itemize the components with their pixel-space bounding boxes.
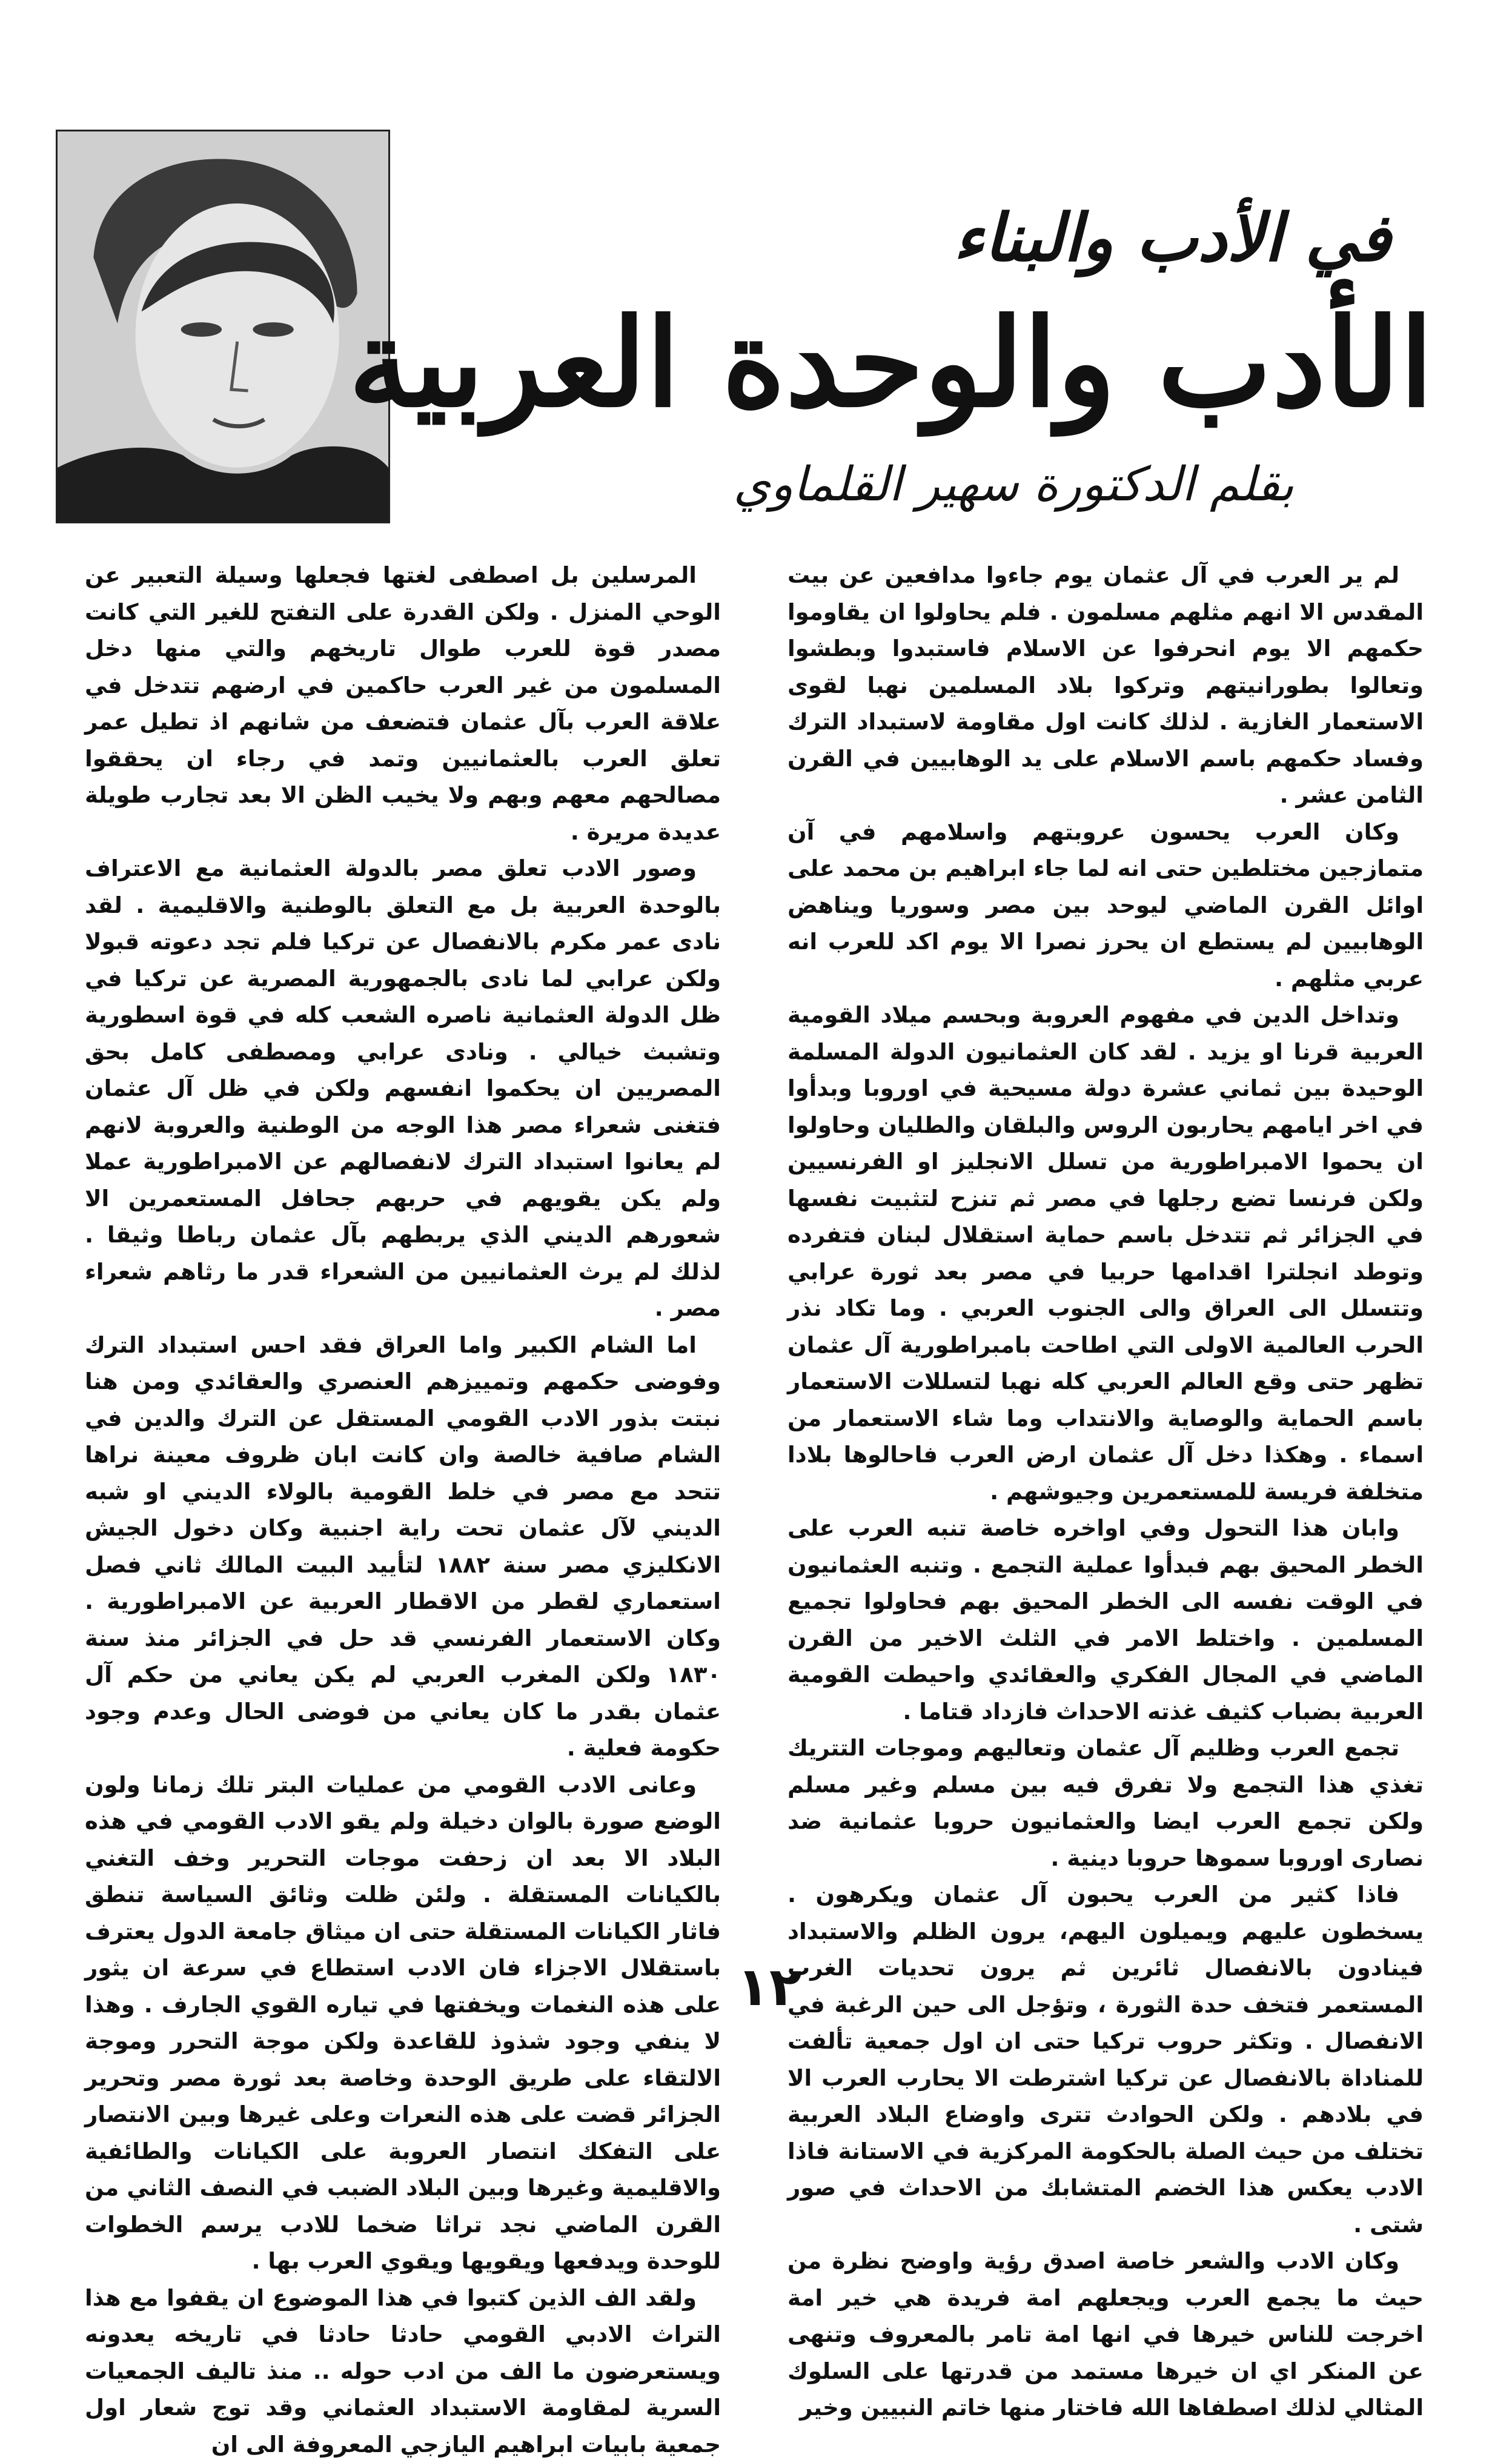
paragraph: تجمع العرب وظليم آل عثمان وتعاليهم وموجات التتريك تغذي هذا التجمع ولا تفرق فيه بين مسلم وغير مسلم ولكن تجمع العرب ايضا والعثمانيون حروبا عثمانية ضد نصارى اوروبا سموها حروبا دينية . [788, 1730, 1424, 1877]
portrait-image [58, 131, 388, 522]
paragraph: اما الشام الكبير واما العراق فقد احس استبداد الترك وفوضى حكمهم وتمييزهم العنصري والعقائدي ومن هنا نبتت بذور الادب القومي المستقل عن الترك والدين في الشام صافية خالصة وان كانت ابان ظروف معينة نراها تتحد مع مصر في خلط القومية بالولاء الديني او شبه الديني لآل عثمان تحت راية اجنبية وكان دخول الجيش الانكليزي مصر سنة ١٨٨٢ لتأييد البيت المالك ثاني فصل استعماري لقطر من الاقطار العربية عن الامبراطورية . وكان الاستعمار الفرنسي قد حل في الجزائر منذ سنة ١٨٣٠ ولكن المغرب العربي لم يكن يعاني من حكم آل عثمان بقدر ما كان يعاني من فوضى الحال وعدم وجود حكومة فعلية . [85, 1327, 721, 1767]
paragraph: وكان الادب والشعر خاصة اصدق رؤية واوضح نظرة من حيث ما يجمع العرب ويجعلهم امة فريدة هي خير امة اخرجت للناس خيرها في انها امة تامر بالمعروف وتنهى عن المنكر اي ان خيرها مستمد من قدرتها على السلوك المثالي لذلك اصطفاها الله فاختار منها خاتم النبيين وخير [788, 2243, 1424, 2427]
section-kicker: في الأدب والبناء [785, 193, 1391, 283]
paragraph: لم ير العرب في آل عثمان يوم جاءوا مدافعين عن بيت المقدس الا انهم مثلهم مسلمون . فلم يحاولوا ان يقاوموا حكمهم الا يوم انحرفوا عن الاسلام فاستبدوا وبطشوا وتعالوا بطورانيتهم وتركوا بلاد المسلمين نهبا لقوى الاستعمار الغازية . لذلك كانت اول مقاومة لاستبداد الترك وفساد حكمهم باسم الاسلام على يد الوهابيين في القرن الثامن عشر . [788, 557, 1424, 814]
paragraph: وكان العرب يحسون عروبتهم واسلامهم في آن متمازجين مختلطين حتى انه لما جاء ابراهيم بن محمد على اوائل القرن الماضي ليوحد بين مصر وسوريا ويناهض الوهابيين لم يستطع ان يحرز نصرا الا يوم اكد للعرب انه عربي مثلهم . [788, 814, 1424, 998]
paragraph: وتداخل الدين في مفهوم العروبة وبحسم ميلاد القومية العربية قرنا او يزيد . لقد كان العثمانيون الدولة المسلمة الوحيدة بين ثماني عشرة دولة مسيحية في اوروبا وبدأوا في اخر ايامهم يحاربون الروس والبلقان والطليان وحاولوا ان يحموا الامبراطورية من تسلل الانجليز او الفرنسيين ولكن فرنسا تضع رجلها في مصر ثم تنزح لتثبيت نفسها في الجزائر ثم تتدخل باسم حماية استقلال لبنان فتفرده وتوطد انجلترا اقدامها حربيا في مصر بعد ثورة عرابي وتتسلل الى العراق والى الجنوب العربي . وما تكاد نذر الحرب العالمية الاولى التي اطاحت بامبراطورية آل عثمان تظهر حتى وقع العالم العربي كله نهبا لتسللات الاستعمار باسم الحماية والوصاية والانتداب وما شاء الاستعمار من اسماء . وهكذا دخل آل عثمان ارض العرب فاحالوها بلادا متخلفة فريسة للمستعمرين وجيوشهم . [788, 997, 1424, 1510]
paragraph: وابان هذا التحول وفي اواخره خاصة تنبه العرب على الخطر المحيق بهم فبدأوا عملية التجمع . وتنبه العثمانيون في الوقت نفسه الى الخطر المحيق بهم فحاولوا تجميع المسلمين . واختلط الامر في الثلث الاخير من القرن الماضي في المجال الفكري والعقائدي واحيطت القومية العربية بضباب كثيف غذته الاحداث فازداد قتاما . [788, 1510, 1424, 1730]
paragraph: المرسلين بل اصطفى لغتها فجعلها وسيلة التعبير عن الوحي المنزل . ولكن القدرة على التفتح للغير التي كانت مصدر قوة للعرب طوال تاريخهم والتي منها دخل المسلمون من غير العرب حاكمين في ارضهم تتدخل في علاقة العرب بآل عثمان فتضعف من شانهم اذ تطيل عمر تعلق العرب بالعثمانيين وتمد في رجاء ان يحققوا مصالحهم معهم وبهم ولا يخيب الظن الا بعد تجارب طويلة عديدة مريرة . [85, 557, 721, 850]
article-title: الأدب والوحدة العربية [573, 285, 1433, 442]
author-byline: بقلم الدكتورة سهير القلماوي [688, 448, 1294, 521]
article-column-left [85, 557, 721, 1944]
author-photo [56, 130, 390, 523]
article-column-right [788, 557, 1424, 1944]
paragraph: وصور الادب تعلق مصر بالدولة العثمانية مع الاعتراف بالوحدة العربية بل مع التعلق بالوطنية والاقليمية . لقد نادى عمر مكرم بالانفصال عن تركيا فلم تجد دعوته قبولا ولكن عرابي لما نادى بالجمهورية المصرية عن تركيا في ظل الدولة العثمانية ناصره الشعب كله في قوة اسطورية وتشبث خيالي . ونادى عرابي ومصطفى كامل بحق المصريين ان يحكموا انفسهم ولكن في ظل آل عثمان فتغنى شعراء مصر هذا الوجه من الوطنية والعروبة لانهم لم يعانوا استبداد الترك لانفصالهم عن الامبراطورية عملا ولم يكن يقويهم في حربهم جحافل المستعمرين الا شعورهم الديني الذي يربطهم بآل عثمان رباطا وثيقا . لذلك لم يرث العثمانيين من الشعراء قدر ما رثاهم شعراء مصر . [85, 850, 721, 1327]
paragraph: وعانى الادب القومي من عمليات البتر تلك زمانا ولون الوضع صورة بالوان دخيلة ولم يقو الادب القومي في هذه البلاد الا بعد ان زحفت موجات التحرير وخف التغني بالكيانات المستقلة . ولئن ظلت وثائق السياسة تنطق فاثار الكيانات المستقلة حتى ان ميثاق جامعة الدول يعترف باستقلال الاجزاء فان الادب استطاع في سرعة ان يثور على هذه النغمات ويخفتها في تياره القوي الجارف . وهذا لا ينفي وجود شذوذ للقاعدة ولكن موجة التحرر وموجة الالتقاء على طريق الوحدة وخاصة بعد ثورة مصر وتحرير الجزائر قضت على هذه النعرات وعلى غيرها وبين الانتصار على التفكك انتصار العروبة على الكيانات والطائفية والاقليمية وغيرها وبين البلاد الضبب في النصف الثاني من القرن الماضي نجد تراثا ضخما للادب يرسم الخطوات للوحدة ويدفعها ويقويها ويقوي العرب بها . [85, 1767, 721, 2280]
paragraph: فاذا كثير من العرب يحبون آل عثمان ويكرهون . يسخطون عليهم ويميلون اليهم، يرون الظلم والاستبداد فينادون بالانفصال ثائرين ثم يرون تحديات الغرب المستعمر فتخف حدة الثورة ، وتؤجل الى حين الرغبة في الانفصال . وتكثر حروب تركيا حتى ان اول جمعية تألفت للمناداة بالانفصال عن تركيا اشترطت الا يحارب العرب الا في بلادهم . ولكن الحوادث تترى واوضاع البلاد العربية تختلف من حيث الصلة بالحكومة المركزية في الاستانة فاذا الادب يعكس هذا الخضم المتشابك من الاحداث في صور شتى . [788, 1877, 1424, 2243]
page-number: ١٢ [715, 1957, 824, 2017]
paragraph: ولقد الف الذين كتبوا في هذا الموضوع ان يقفوا مع هذا التراث الادبي القومي حادثا حادثا في تاريخه يعدونه ويستعرضون ما الف من ادب حوله .. منذ تاليف الجمعيات السرية لمقاومة الاستبداد العثماني وقد توج شعار اول جمعية بابيات ابراهيم اليازجي المعروفة الى ان [85, 2280, 721, 2463]
